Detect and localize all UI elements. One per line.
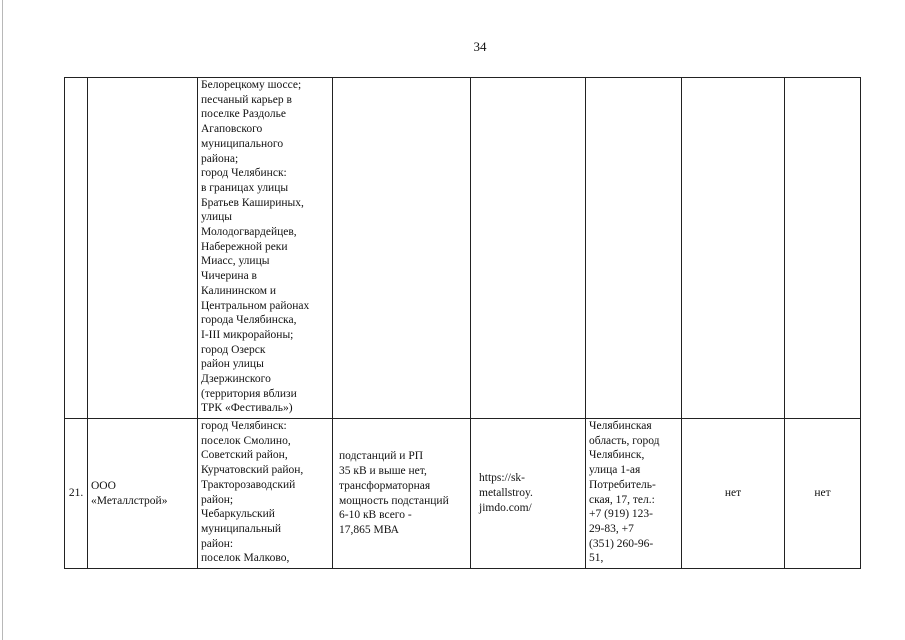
page-edge-line bbox=[2, 0, 3, 640]
register-table bbox=[64, 77, 861, 569]
column-7-cell: нет bbox=[682, 419, 785, 569]
capacity-cell bbox=[333, 78, 471, 419]
row-number-cell bbox=[65, 78, 88, 419]
row-number-cell: 21. bbox=[65, 419, 88, 569]
column-8-cell bbox=[785, 78, 861, 419]
column-7-cell bbox=[682, 78, 785, 419]
organization-cell bbox=[88, 78, 198, 419]
table-row bbox=[65, 78, 861, 419]
contacts-cell bbox=[586, 78, 682, 419]
territory-cell: Белорецкому шоссе; песчаный карьер в поселке Раздолье Агаповского муниципального района; город Челябинск: в границах улицы Братьев Кашириных, улицы Молодогвардейцев, Набережной реки Миасс, улицы Чичерина в Калининском и Центральном районах города Челябинска, I-III микрорайоны; город Озерск район улицы Дзержинского (территория вблизи ТРК «Фестиваль») bbox=[198, 78, 333, 419]
capacity-cell: подстанций и РП 35 кВ и выше нет, трансформаторная мощность подстанций 6-10 кВ всего - 17,865 МВА bbox=[333, 419, 471, 569]
table-row bbox=[65, 419, 861, 569]
column-8-cell: нет bbox=[785, 419, 861, 569]
territory-cell: город Челябинск: поселок Смолино, Советский район, Курчатовский район, Тракторозаводский район; Чебаркульский муниципальный район: поселок Малково, bbox=[198, 419, 333, 569]
organization-cell: ООО «Металлстрой» bbox=[88, 419, 198, 569]
page-number: 34 bbox=[473, 39, 487, 54]
website-cell bbox=[471, 78, 586, 419]
contacts-cell: Челябинская область, город Челябинск, улица 1-ая Потребитель- ская, 17, тел.: +7 (919) 123- 29-83, +7 (351) 260-96- 51, bbox=[586, 419, 682, 569]
website-cell: https://sk- metallstroy. jimdo.com/ bbox=[471, 419, 586, 569]
